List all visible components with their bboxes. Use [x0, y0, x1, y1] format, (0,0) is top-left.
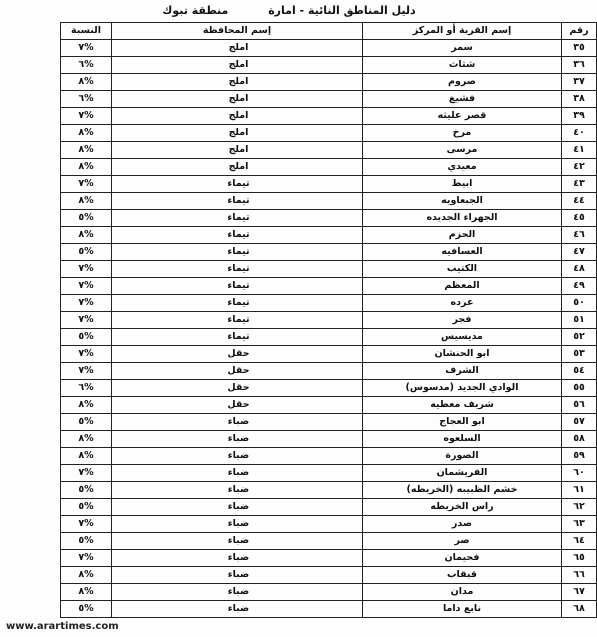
table-row	[61, 431, 597, 448]
governorate-name: تيماء	[112, 329, 363, 346]
row-number: ٥٧	[562, 414, 597, 431]
row-number: ٦٢	[562, 499, 597, 516]
village-name: صدر	[363, 516, 562, 533]
village-name: عرده	[363, 295, 562, 312]
village-name: مديسيس	[363, 329, 562, 346]
percentage-value: %٥	[61, 601, 112, 618]
percentage-value: %٨	[61, 193, 112, 210]
governorate-name: املج	[112, 159, 363, 176]
village-name: المعظم	[363, 278, 562, 295]
percentage-value: %٧	[61, 363, 112, 380]
governorate-name: تيماء	[112, 244, 363, 261]
governorate-name: تيماء	[112, 278, 363, 295]
header-number: رقم	[562, 23, 597, 40]
row-number: ٤٢	[562, 159, 597, 176]
row-number: ٤٦	[562, 227, 597, 244]
percentage-value: %٥	[61, 414, 112, 431]
table-row	[61, 312, 597, 329]
village-name: شريف معطيه	[363, 397, 562, 414]
village-name: راس الخريطه	[363, 499, 562, 516]
table-row	[61, 125, 597, 142]
governorate-name: تيماء	[112, 193, 363, 210]
row-number: ٤٣	[562, 176, 597, 193]
governorate-name: ضباء	[112, 448, 363, 465]
percentage-value: %٧	[61, 278, 112, 295]
row-number: ٣٨	[562, 91, 597, 108]
percentage-value: %٨	[61, 142, 112, 159]
table-row	[61, 227, 597, 244]
percentage-value: %٧	[61, 176, 112, 193]
governorate-name: ضباء	[112, 414, 363, 431]
table-header-row	[61, 23, 597, 40]
table-row	[61, 499, 597, 516]
row-number: ٤١	[562, 142, 597, 159]
percentage-value: %٨	[61, 584, 112, 601]
row-number: ٥٩	[562, 448, 597, 465]
table-row	[61, 601, 597, 618]
percentage-value: %٥	[61, 244, 112, 261]
table-row	[61, 57, 597, 74]
percentage-value: %٥	[61, 533, 112, 550]
percentage-value: %٨	[61, 74, 112, 91]
row-number: ٤٥	[562, 210, 597, 227]
percentage-value: %٥	[61, 329, 112, 346]
percentage-value: %٨	[61, 431, 112, 448]
row-number: ٦٥	[562, 550, 597, 567]
village-name: قصر عليثه	[363, 108, 562, 125]
row-number: ٤٠	[562, 125, 597, 142]
table-row	[61, 108, 597, 125]
governorate-name: تيماء	[112, 210, 363, 227]
header-governorate: إسم المحافظة	[112, 23, 363, 40]
percentage-value: %٧	[61, 312, 112, 329]
percentage-value: %٨	[61, 567, 112, 584]
village-name: السلعوه	[363, 431, 562, 448]
governorate-name: ضباء	[112, 516, 363, 533]
table-row	[61, 397, 597, 414]
row-number: ٣٧	[562, 74, 597, 91]
village-name: ابو الحنشان	[363, 346, 562, 363]
percentage-value: %٦	[61, 380, 112, 397]
percentage-value: %٧	[61, 550, 112, 567]
row-number: ٣٦	[562, 57, 597, 74]
percentage-value: %٥	[61, 482, 112, 499]
table-row	[61, 380, 597, 397]
row-number: ٤٩	[562, 278, 597, 295]
table-row	[61, 142, 597, 159]
governorate-name: املج	[112, 142, 363, 159]
governorate-name: حقل	[112, 346, 363, 363]
row-number: ٤٤	[562, 193, 597, 210]
governorate-name: املج	[112, 125, 363, 142]
row-number: ٦٣	[562, 516, 597, 533]
document-title	[0, 4, 578, 20]
governorate-name: املج	[112, 40, 363, 57]
table-row	[61, 295, 597, 312]
governorate-name: ضباء	[112, 601, 363, 618]
percentage-value: %٨	[61, 448, 112, 465]
table-row	[61, 261, 597, 278]
village-name: مرخ	[363, 125, 562, 142]
governorate-name: تيماء	[112, 295, 363, 312]
percentage-value: %٧	[61, 465, 112, 482]
table-body	[61, 40, 597, 618]
percentage-value: %٥	[61, 210, 112, 227]
governorate-name: ضباء	[112, 567, 363, 584]
village-name: قبقاب	[363, 567, 562, 584]
village-name: صروم	[363, 74, 562, 91]
percentage-value: %٨	[61, 397, 112, 414]
title-main: دليل المناطق النائية - امارة	[268, 4, 416, 17]
table-row	[61, 482, 597, 499]
row-number: ٤٨	[562, 261, 597, 278]
table-row	[61, 584, 597, 601]
governorate-name: املج	[112, 74, 363, 91]
row-number: ٥٠	[562, 295, 597, 312]
village-name: مدان	[363, 584, 562, 601]
table-row	[61, 465, 597, 482]
village-name: الوادي الجديد (مدسوس)	[363, 380, 562, 397]
row-number: ٥٣	[562, 346, 597, 363]
row-number: ٦٠	[562, 465, 597, 482]
website-watermark: www.arartimes.com	[6, 621, 119, 632]
row-number: ٤٧	[562, 244, 597, 261]
table-row	[61, 176, 597, 193]
table-row	[61, 91, 597, 108]
percentage-value: %٧	[61, 295, 112, 312]
percentage-value: %٨	[61, 159, 112, 176]
row-number: ٥٢	[562, 329, 597, 346]
header-village: إسم القرية أو المركز	[363, 23, 562, 40]
percentage-value: %٧	[61, 346, 112, 363]
governorate-name: ضباء	[112, 465, 363, 482]
table-row	[61, 329, 597, 346]
percentage-value: %٧	[61, 261, 112, 278]
row-number: ٦١	[562, 482, 597, 499]
village-name: فحيمان	[363, 550, 562, 567]
villages-table	[60, 22, 597, 618]
row-number: ٥١	[562, 312, 597, 329]
governorate-name: ضباء	[112, 482, 363, 499]
table-row	[61, 533, 597, 550]
title-region: منطقة تبوك	[162, 4, 229, 17]
table-row	[61, 74, 597, 91]
row-number: ٦٤	[562, 533, 597, 550]
table-row	[61, 244, 597, 261]
table-row	[61, 363, 597, 380]
governorate-name: ضباء	[112, 584, 363, 601]
village-name: فجر	[363, 312, 562, 329]
village-name: الجبعاويه	[363, 193, 562, 210]
village-name: الشرف	[363, 363, 562, 380]
village-name: معيدي	[363, 159, 562, 176]
table-row	[61, 159, 597, 176]
table-row	[61, 516, 597, 533]
governorate-name: تيماء	[112, 227, 363, 244]
village-name: نابع داما	[363, 601, 562, 618]
governorate-name: حقل	[112, 380, 363, 397]
row-number: ٦٨	[562, 601, 597, 618]
percentage-value: %٨	[61, 125, 112, 142]
table-row	[61, 448, 597, 465]
village-name: الجهراء الجديده	[363, 210, 562, 227]
header-percentage: النسبة	[61, 23, 112, 40]
governorate-name: ضباء	[112, 499, 363, 516]
percentage-value: %٦	[61, 91, 112, 108]
village-name: مرسى	[363, 142, 562, 159]
table-row	[61, 210, 597, 227]
percentage-value: %٧	[61, 108, 112, 125]
percentage-value: %٨	[61, 227, 112, 244]
table-row	[61, 346, 597, 363]
row-number: ٥٦	[562, 397, 597, 414]
percentage-value: %٧	[61, 516, 112, 533]
table-row	[61, 414, 597, 431]
percentage-value: %٧	[61, 40, 112, 57]
row-number: ٣٩	[562, 108, 597, 125]
village-name: سمر	[363, 40, 562, 57]
village-name: ابو العجاج	[363, 414, 562, 431]
row-number: ٥٤	[562, 363, 597, 380]
village-name: الصورة	[363, 448, 562, 465]
governorate-name: حقل	[112, 363, 363, 380]
governorate-name: ضباء	[112, 533, 363, 550]
row-number: ٦٧	[562, 584, 597, 601]
governorate-name: تيماء	[112, 312, 363, 329]
village-name: الكتيب	[363, 261, 562, 278]
table-row	[61, 567, 597, 584]
governorate-name: تيماء	[112, 261, 363, 278]
percentage-value: %٥	[61, 499, 112, 516]
governorate-name: ضباء	[112, 550, 363, 567]
table-row	[61, 550, 597, 567]
village-name: فشيغ	[363, 91, 562, 108]
governorate-name: املج	[112, 108, 363, 125]
table-row	[61, 40, 597, 57]
governorate-name: تيماء	[112, 176, 363, 193]
row-number: ٦٦	[562, 567, 597, 584]
village-name: خشم الظبيبه (الخريطه)	[363, 482, 562, 499]
village-name: العسافيه	[363, 244, 562, 261]
village-name: شثاث	[363, 57, 562, 74]
village-name: ابيط	[363, 176, 562, 193]
governorate-name: املج	[112, 57, 363, 74]
village-name: صر	[363, 533, 562, 550]
table-row	[61, 278, 597, 295]
governorate-name: ضباء	[112, 431, 363, 448]
governorate-name: املج	[112, 91, 363, 108]
village-name: الفريشمان	[363, 465, 562, 482]
row-number: ٥٨	[562, 431, 597, 448]
percentage-value: %٦	[61, 57, 112, 74]
row-number: ٣٥	[562, 40, 597, 57]
table-row	[61, 193, 597, 210]
row-number: ٥٥	[562, 380, 597, 397]
governorate-name: حقل	[112, 397, 363, 414]
village-name: الحزم	[363, 227, 562, 244]
